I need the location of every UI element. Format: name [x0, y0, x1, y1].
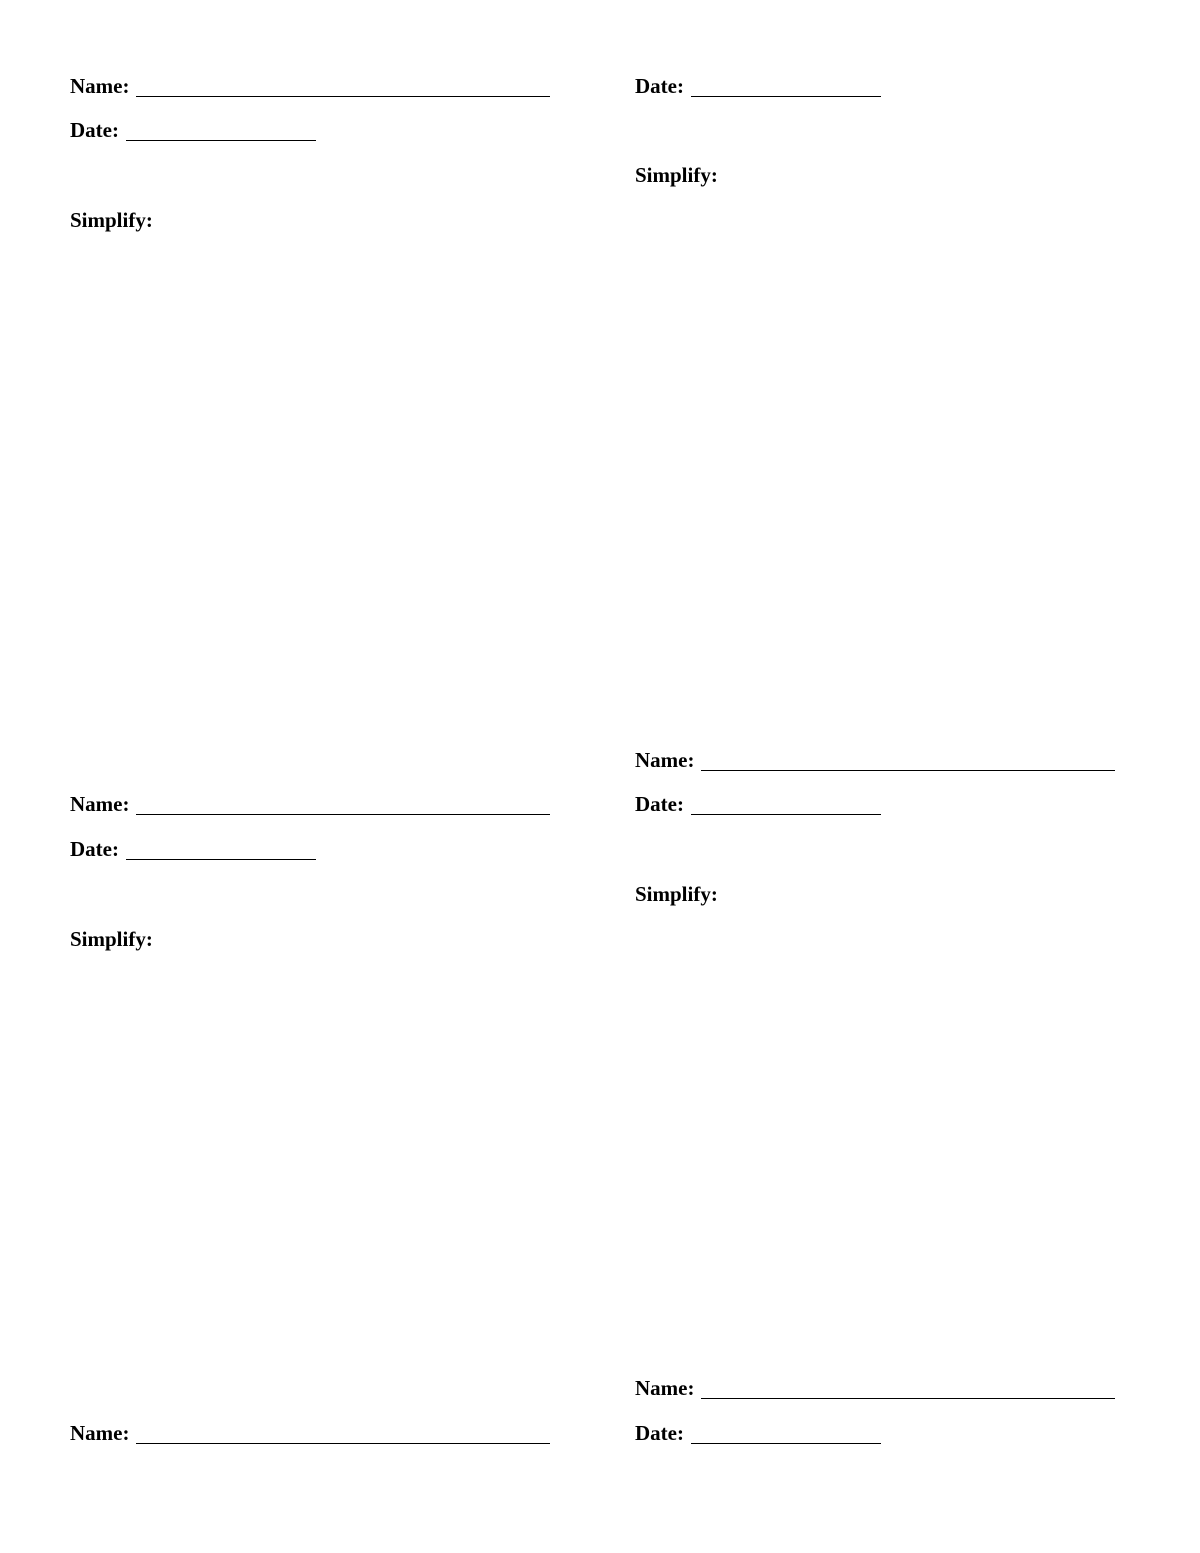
date-label: Date: — [635, 74, 684, 98]
name-blank[interactable] — [136, 95, 550, 97]
name-field — [70, 794, 550, 815]
date-label: Date: — [70, 837, 119, 861]
name-blank[interactable] — [136, 1442, 550, 1444]
simplify-heading: Simplify: — [635, 163, 718, 187]
date-blank[interactable] — [691, 1442, 881, 1444]
simplify-heading: Simplify: — [70, 208, 153, 232]
date-field — [635, 794, 881, 815]
date-blank[interactable] — [691, 95, 881, 97]
date-blank[interactable] — [691, 813, 881, 815]
name-label: Name: — [635, 748, 695, 772]
name-blank[interactable] — [136, 813, 550, 815]
date-field — [635, 76, 881, 97]
name-field — [635, 750, 1115, 771]
simplify-heading: Simplify: — [635, 882, 718, 906]
date-label: Date: — [635, 792, 684, 816]
name-field — [635, 1378, 1115, 1399]
date-blank[interactable] — [126, 139, 316, 141]
name-label: Name: — [70, 74, 130, 98]
name-label: Name: — [635, 1376, 695, 1400]
date-blank[interactable] — [126, 858, 316, 860]
name-field — [70, 1423, 550, 1444]
date-field — [70, 120, 316, 141]
name-blank[interactable] — [701, 769, 1115, 771]
date-field — [635, 1423, 881, 1444]
name-label: Name: — [70, 792, 130, 816]
name-blank[interactable] — [701, 1397, 1115, 1399]
name-field — [70, 76, 550, 97]
name-label: Name: — [70, 1421, 130, 1445]
simplify-heading: Simplify: — [70, 927, 153, 951]
date-label: Date: — [635, 1421, 684, 1445]
date-field — [70, 839, 316, 860]
date-label: Date: — [70, 118, 119, 142]
